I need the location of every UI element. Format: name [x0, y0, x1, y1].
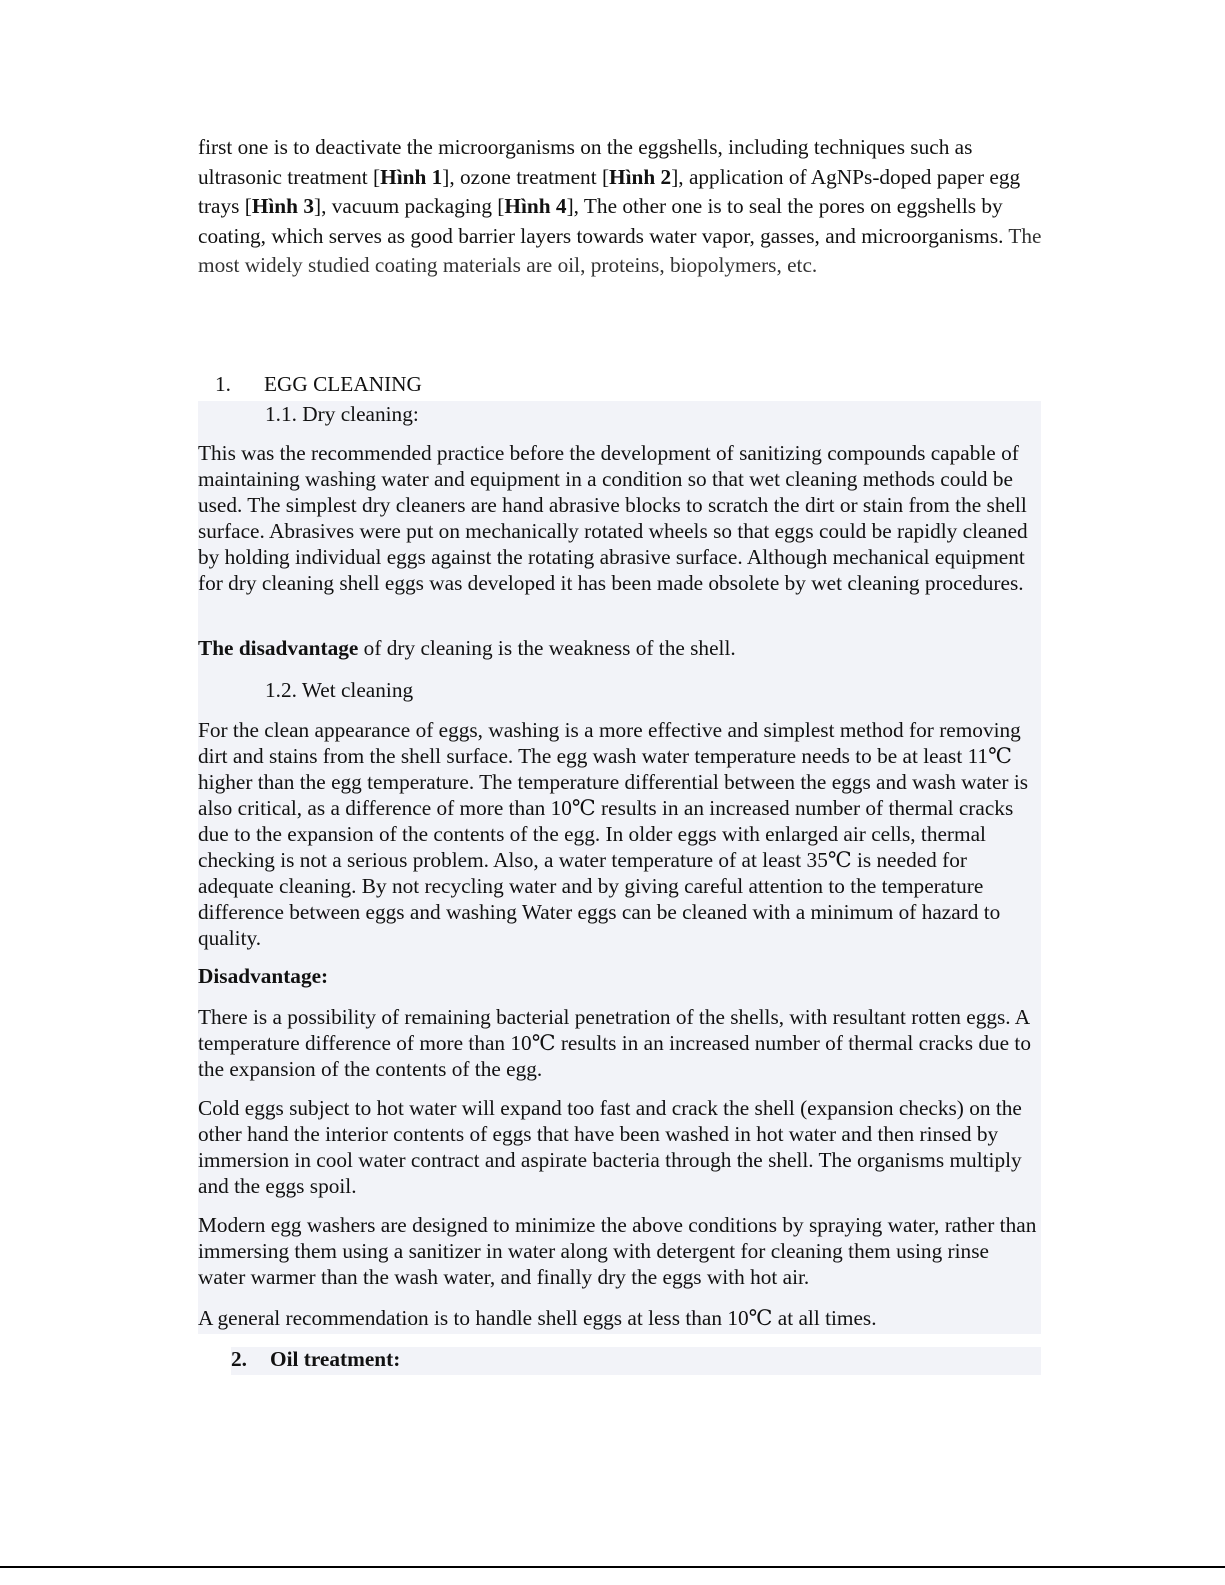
- egg-washer-paragraph: Modern egg washers are designed to minimize the above conditions by spraying water, rather than immersing them using a sanitizer in water along with detergent for cleaning them using rinse water warmer than the wash water, and finally dry the eggs with hot air.: [198, 1213, 1037, 1289]
- intro-text-4: ], vacuum packaging [: [313, 194, 505, 219]
- handling-recommendation: A general recommendation is to handle shell eggs at less than 10℃ at all times.: [198, 1306, 877, 1330]
- dry-cleaning-disadvantage: [198, 635, 1041, 661]
- section-1-title: EGG CLEANING: [264, 372, 422, 396]
- intro-text-5: ], The other one is to seal the pores on eggshells by coating, which serves as good barrier layers towards water vapor, gasses, and microorganisms.: [198, 194, 1004, 248]
- disadvantage-label: The disadvantage: [198, 636, 359, 660]
- section-1-heading: [198, 370, 422, 398]
- dry-cleaning-paragraph: This was the recommended practice before the development of sanitizing compounds capable of maintaining washing water and equipment in a condition so that wet cleaning methods could be used. The simplest dry cleaners are hand abrasive blocks to scratch the dirt or stain from the shell surface. Abrasives were put on mechanically rotated wheels so that eggs could be rapidly cleaned by holding individual eggs against the rotating abrasive surface. Although mechanical equipment for dry cleaning shell eggs was developed it has been made obsolete by wet cleaning procedures.: [198, 441, 1028, 595]
- section-1-number: 1.: [215, 372, 231, 396]
- subsection-1-1-title: 1.1. Dry cleaning:: [265, 402, 419, 426]
- section-2-heading: [231, 1345, 400, 1373]
- intro-paragraph: [198, 133, 1048, 281]
- subsection-1-2-title: 1.2. Wet cleaning: [265, 678, 414, 702]
- wet-cleaning-paragraph: For the clean appearance of eggs, washing is a more effective and simplest method for removing dirt and stains from the shell surface. The egg wash water temperature needs to be at least 11℃ higher than the egg temperature. The temperature differential between the eggs and wash water is also critical, as a difference of more than 10℃ results in an increased number of thermal cracks due to the expansion of the contents of the egg. In older eggs with enlarged air cells, thermal checking is not a serious problem. Also, a water temperature of at least 35℃ is needed for adequate cleaning. By not recycling water and by giving careful attention to the temperature difference between eggs and washing Water eggs can be cleaned with a minimum of hazard to quality.: [198, 718, 1029, 950]
- figure-ref-2: Hình 2: [609, 164, 672, 189]
- figure-ref-1: Hình 1: [380, 164, 443, 189]
- wet-disadvantage-paragraph-2: Cold eggs subject to hot water will expand too fast and crack the shell (expansion checks) on the other hand the interior contents of eggs that have been washed in hot water and then rinsed by immersion in cool water contract and aspirate bacteria through the shell. The organisms multiply and the eggs spoil.: [198, 1096, 1022, 1198]
- wet-disadvantage-label: Disadvantage:: [198, 964, 329, 988]
- disadvantage-text: of dry cleaning is the weakness of the shell.: [358, 636, 736, 660]
- figure-ref-3: Hình 3: [251, 194, 314, 219]
- intro-text-1: first one is to deactivate the microorganisms on the eggshells, including techniques such as ultrasonic treatment [: [198, 135, 973, 189]
- intro-text-3: ], application of AgNPs-doped paper egg trays [: [198, 164, 1021, 219]
- page-bottom-border: [0, 1566, 1225, 1568]
- wet-disadvantage-paragraph-1: There is a possibility of remaining bacterial penetration of the shells, with resultant rotten eggs. A temperature difference of more than 10℃ results in an increased number of thermal cracks due to the expansion of the contents of the egg.: [198, 1005, 1031, 1081]
- intro-text-6: The most widely studied coating materials are oil, proteins, biopolymers, etc.: [198, 223, 1042, 278]
- section-2-title: Oil treatment:: [270, 1347, 401, 1371]
- section-2-number: 2.: [231, 1347, 247, 1371]
- intro-text-2: ], ozone treatment [: [442, 164, 610, 189]
- figure-ref-4: Hình 4: [504, 194, 567, 219]
